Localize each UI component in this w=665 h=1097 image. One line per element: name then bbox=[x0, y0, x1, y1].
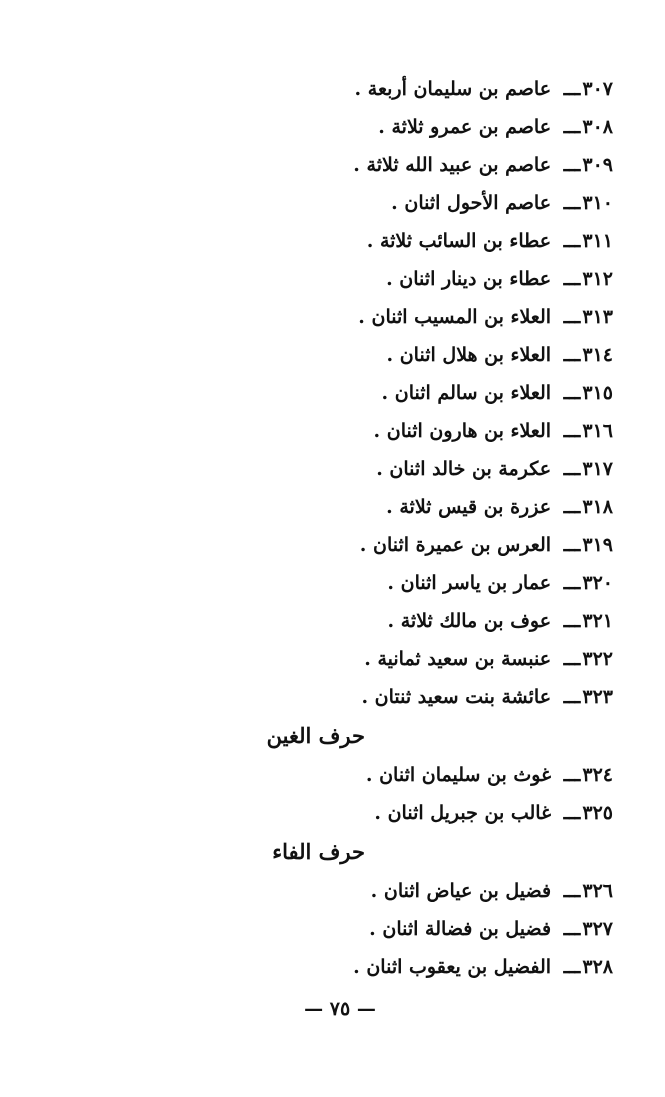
entry-dash: ـــ bbox=[563, 382, 581, 404]
list-item bbox=[193, 374, 613, 412]
entry-text: غالب بن جبريل اثنان . bbox=[374, 802, 552, 824]
entry-number: ٣١٥ bbox=[582, 382, 613, 404]
list-item bbox=[193, 108, 613, 146]
entry-text: عاصم بن سليمان أربعة . bbox=[354, 78, 552, 100]
list-item bbox=[193, 910, 613, 948]
list-item bbox=[193, 640, 613, 678]
entry-number: ٣٢٧ bbox=[582, 918, 613, 940]
entry-dash: ـــ bbox=[563, 458, 581, 480]
entry-dash: ـــ bbox=[563, 268, 581, 290]
entry-dash: ـــ bbox=[563, 610, 581, 632]
entry-text: عطاء بن السائب ثلاثة . bbox=[366, 230, 552, 252]
section-heading-ghayn: حرف الغين bbox=[266, 723, 365, 748]
section-heading-fa: حرف الفاء bbox=[272, 839, 365, 864]
entry-number: ٣٢٤ bbox=[582, 764, 613, 786]
entry-text: عائشة بنت سعيد ثنتان . bbox=[361, 686, 552, 708]
entry-number: ٣١٠ bbox=[582, 192, 613, 214]
entry-number: ٣٢٥ bbox=[582, 802, 613, 824]
list-item bbox=[193, 222, 613, 260]
entry-dash: ـــ bbox=[563, 154, 581, 176]
entry-dash: ـــ bbox=[563, 230, 581, 252]
entry-text: عاصم بن عبيد الله ثلاثة . bbox=[353, 154, 552, 176]
list-item bbox=[193, 678, 613, 716]
entry-text: الفضيل بن يعقوب اثنان . bbox=[353, 956, 552, 978]
entry-text: عوف بن مالك ثلاثة . bbox=[387, 610, 552, 632]
list-item bbox=[193, 872, 613, 910]
entry-text: العرس بن عميرة اثنان . bbox=[359, 534, 552, 556]
entry-text: عاصم الأحول اثنان . bbox=[391, 192, 552, 214]
entry-dash: ـــ bbox=[563, 420, 581, 442]
page-number: — ٧٥ — bbox=[304, 998, 376, 1020]
entry-text: فضيل بن فضالة اثنان . bbox=[369, 918, 552, 940]
entry-dash: ـــ bbox=[563, 764, 581, 786]
entry-text: عاصم بن عمرو ثلاثة . bbox=[378, 116, 552, 138]
entry-number: ٣١١ bbox=[582, 230, 613, 252]
entry-number: ٣٢٠ bbox=[582, 572, 613, 594]
entry-list bbox=[193, 70, 613, 986]
entry-dash: ـــ bbox=[563, 306, 581, 328]
list-item bbox=[193, 298, 613, 336]
entry-text: عكرمة بن خالد اثنان . bbox=[376, 458, 552, 480]
list-item bbox=[193, 948, 613, 986]
entry-dash: ـــ bbox=[563, 956, 581, 978]
list-item bbox=[193, 602, 613, 640]
entry-text: عزرة بن قيس ثلاثة . bbox=[386, 496, 552, 518]
entry-number: ٣١٦ bbox=[582, 420, 613, 442]
entry-number: ٣١٩ bbox=[582, 534, 613, 556]
list-item bbox=[193, 450, 613, 488]
entry-number: ٣٢١ bbox=[582, 610, 613, 632]
entry-dash: ـــ bbox=[563, 344, 581, 366]
list-item bbox=[193, 794, 613, 832]
entry-dash: ـــ bbox=[563, 686, 581, 708]
entry-number: ٣١٤ bbox=[582, 344, 613, 366]
entry-dash: ـــ bbox=[563, 496, 581, 518]
list-item bbox=[193, 756, 613, 794]
entry-text: فضيل بن عياض اثنان . bbox=[370, 880, 552, 902]
entry-dash: ـــ bbox=[563, 78, 581, 100]
list-item bbox=[193, 488, 613, 526]
entry-text: غوث بن سليمان اثنان . bbox=[365, 764, 552, 786]
entry-number: ٣٢٦ bbox=[582, 880, 613, 902]
list-item bbox=[193, 146, 613, 184]
entry-text: عمار بن ياسر اثنان . bbox=[387, 572, 552, 594]
entry-number: ٣١٣ bbox=[582, 306, 613, 328]
entry-text: العلاء بن هارون اثنان . bbox=[373, 420, 552, 442]
entry-number: ٣٠٩ bbox=[582, 154, 613, 176]
list-item bbox=[193, 70, 613, 108]
list-item bbox=[193, 412, 613, 450]
entry-number: ٣١٧ bbox=[582, 458, 613, 480]
entry-number: ٣٢٢ bbox=[582, 648, 613, 670]
entry-dash: ـــ bbox=[563, 880, 581, 902]
entry-number: ٣٢٣ bbox=[582, 686, 613, 708]
entry-number: ٣١٨ bbox=[582, 496, 613, 518]
list-item bbox=[193, 336, 613, 374]
entry-number: ٣٠٧ bbox=[582, 78, 613, 100]
entry-number: ٣٠٨ bbox=[582, 116, 613, 138]
list-item bbox=[193, 260, 613, 298]
entry-text: العلاء بن المسيب اثنان . bbox=[358, 306, 552, 328]
entry-dash: ـــ bbox=[563, 534, 581, 556]
entry-number: ٣٢٨ bbox=[582, 956, 613, 978]
list-item bbox=[193, 564, 613, 602]
entry-text: العلاء بن هلال اثنان . bbox=[386, 344, 552, 366]
list-item bbox=[193, 526, 613, 564]
entry-dash: ـــ bbox=[563, 572, 581, 594]
entry-dash: ـــ bbox=[563, 116, 581, 138]
entry-dash: ـــ bbox=[563, 918, 581, 940]
entry-dash: ـــ bbox=[563, 648, 581, 670]
entry-text: عطاء بن دينار اثنان . bbox=[386, 268, 552, 290]
entry-text: عنبسة بن سعيد ثمانية . bbox=[364, 648, 552, 670]
entry-number: ٣١٢ bbox=[582, 268, 613, 290]
entry-dash: ـــ bbox=[563, 192, 581, 214]
list-item bbox=[193, 184, 613, 222]
entry-dash: ـــ bbox=[563, 802, 581, 824]
entry-text: العلاء بن سالم اثنان . bbox=[381, 382, 552, 404]
